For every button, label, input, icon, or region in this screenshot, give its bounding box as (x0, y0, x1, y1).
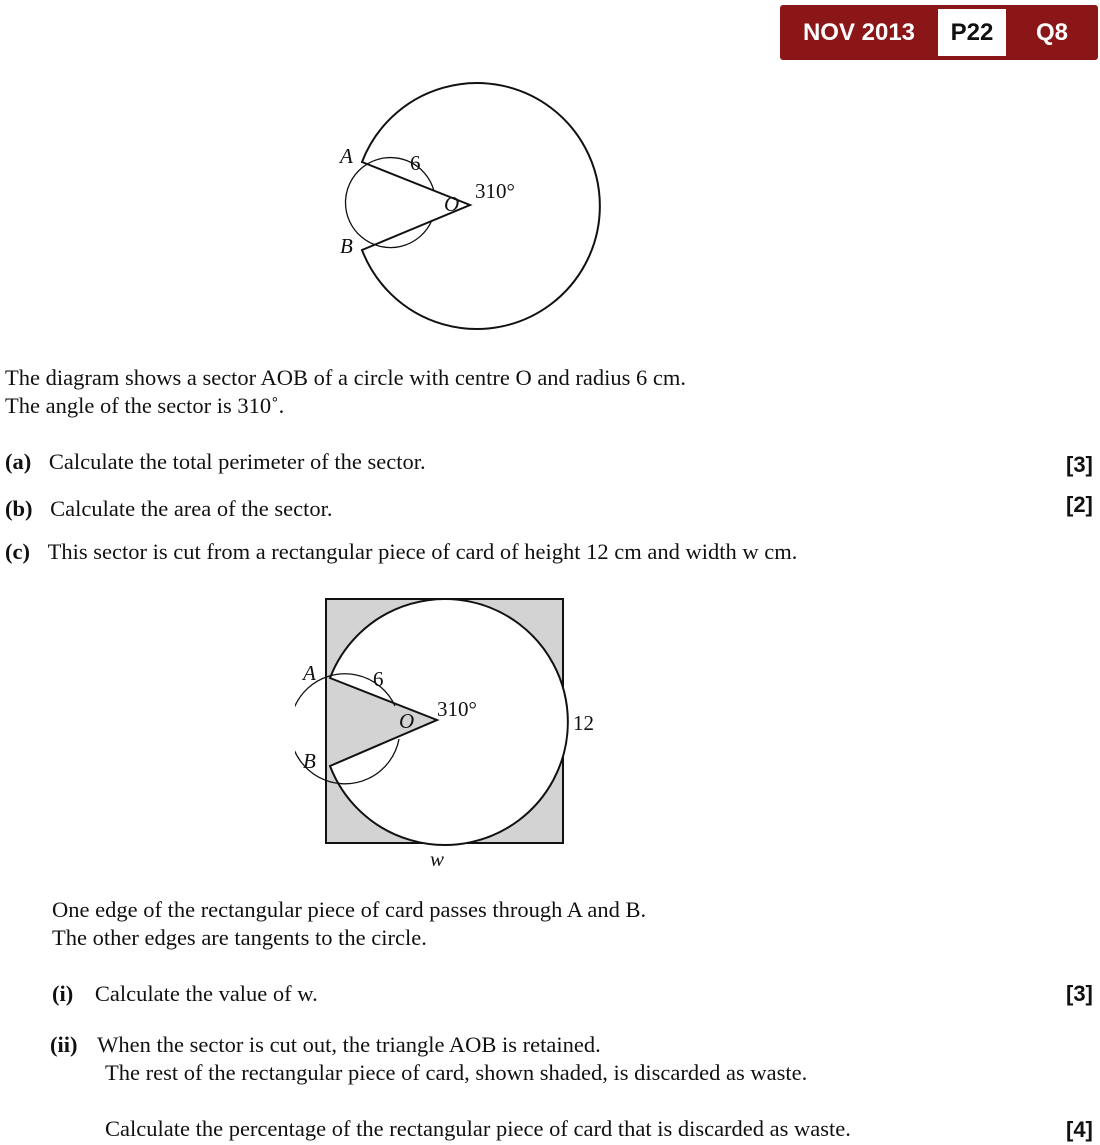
card-label-a: A (303, 661, 316, 685)
intro-line-2: The angle of the sector is 310˚. (5, 393, 285, 418)
card-radius-label: 6 (373, 667, 384, 691)
question-label: Q8 (1035, 19, 1068, 46)
angle-arc (346, 158, 434, 248)
paper-label: P22 (938, 9, 1006, 56)
label-o: O (444, 192, 460, 216)
part-b-label: (b) (5, 496, 33, 521)
sub-part-i-marks: [3] (1066, 981, 1093, 1006)
card-label-b: B (303, 749, 316, 773)
card-height-label: 12 (573, 711, 594, 735)
angle-label: 310° (475, 179, 515, 203)
part-c (5, 538, 797, 566)
question-header (780, 5, 1098, 60)
card-diagram (295, 590, 615, 880)
label-a: A (340, 144, 353, 168)
sub-part-ii-label: (ii) (50, 1032, 78, 1057)
sub-part-ii-line-2: The rest of the rectangular piece of card, shown shaded, is discarded as waste. (105, 1060, 808, 1085)
sub-part-i-label: (i) (52, 981, 74, 1006)
part-c-text: This sector is cut from a rectangular piece of card of height 12 cm and width w cm. (47, 539, 798, 564)
card-label-o: O (399, 709, 415, 733)
part-c-label: (c) (5, 539, 30, 564)
sub-part-i (52, 980, 318, 1008)
card-text-line-1: One edge of the rectangular piece of card passes through A and B. (52, 897, 647, 922)
sector-outline (362, 83, 600, 329)
part-b (5, 495, 333, 523)
radius-label: 6 (410, 151, 421, 175)
card-width-label: w (430, 847, 445, 871)
label-b: B (340, 234, 353, 258)
session-label: NOV 2013 (802, 19, 916, 46)
sub-part-ii-line-1: When the sector is cut out, the triangle AOB is retained. (97, 1032, 601, 1057)
part-b-marks: [2] (1066, 492, 1093, 517)
sector-diagram (330, 80, 620, 340)
part-a-label: (a) (5, 449, 32, 474)
card-text-line-2: The other edges are tangents to the circle. (52, 925, 427, 950)
sub-part-i-text: Calculate the value of w. (94, 981, 318, 1006)
sub-part-ii (50, 1031, 601, 1059)
sub-part-ii-marks: [4] (1066, 1117, 1093, 1142)
part-b-text: Calculate the area of the sector. (50, 496, 333, 521)
sub-part-ii-line-3: Calculate the percentage of the rectangular piece of card that is discarded as waste. (105, 1116, 851, 1141)
intro-line-1: The diagram shows a sector AOB of a circle with centre O and radius 6 cm. (5, 365, 687, 390)
part-a-text: Calculate the total perimeter of the sector. (48, 449, 426, 474)
card-angle-label: 310° (437, 697, 477, 721)
part-a-marks: [3] (1066, 452, 1093, 477)
part-a (5, 448, 426, 476)
